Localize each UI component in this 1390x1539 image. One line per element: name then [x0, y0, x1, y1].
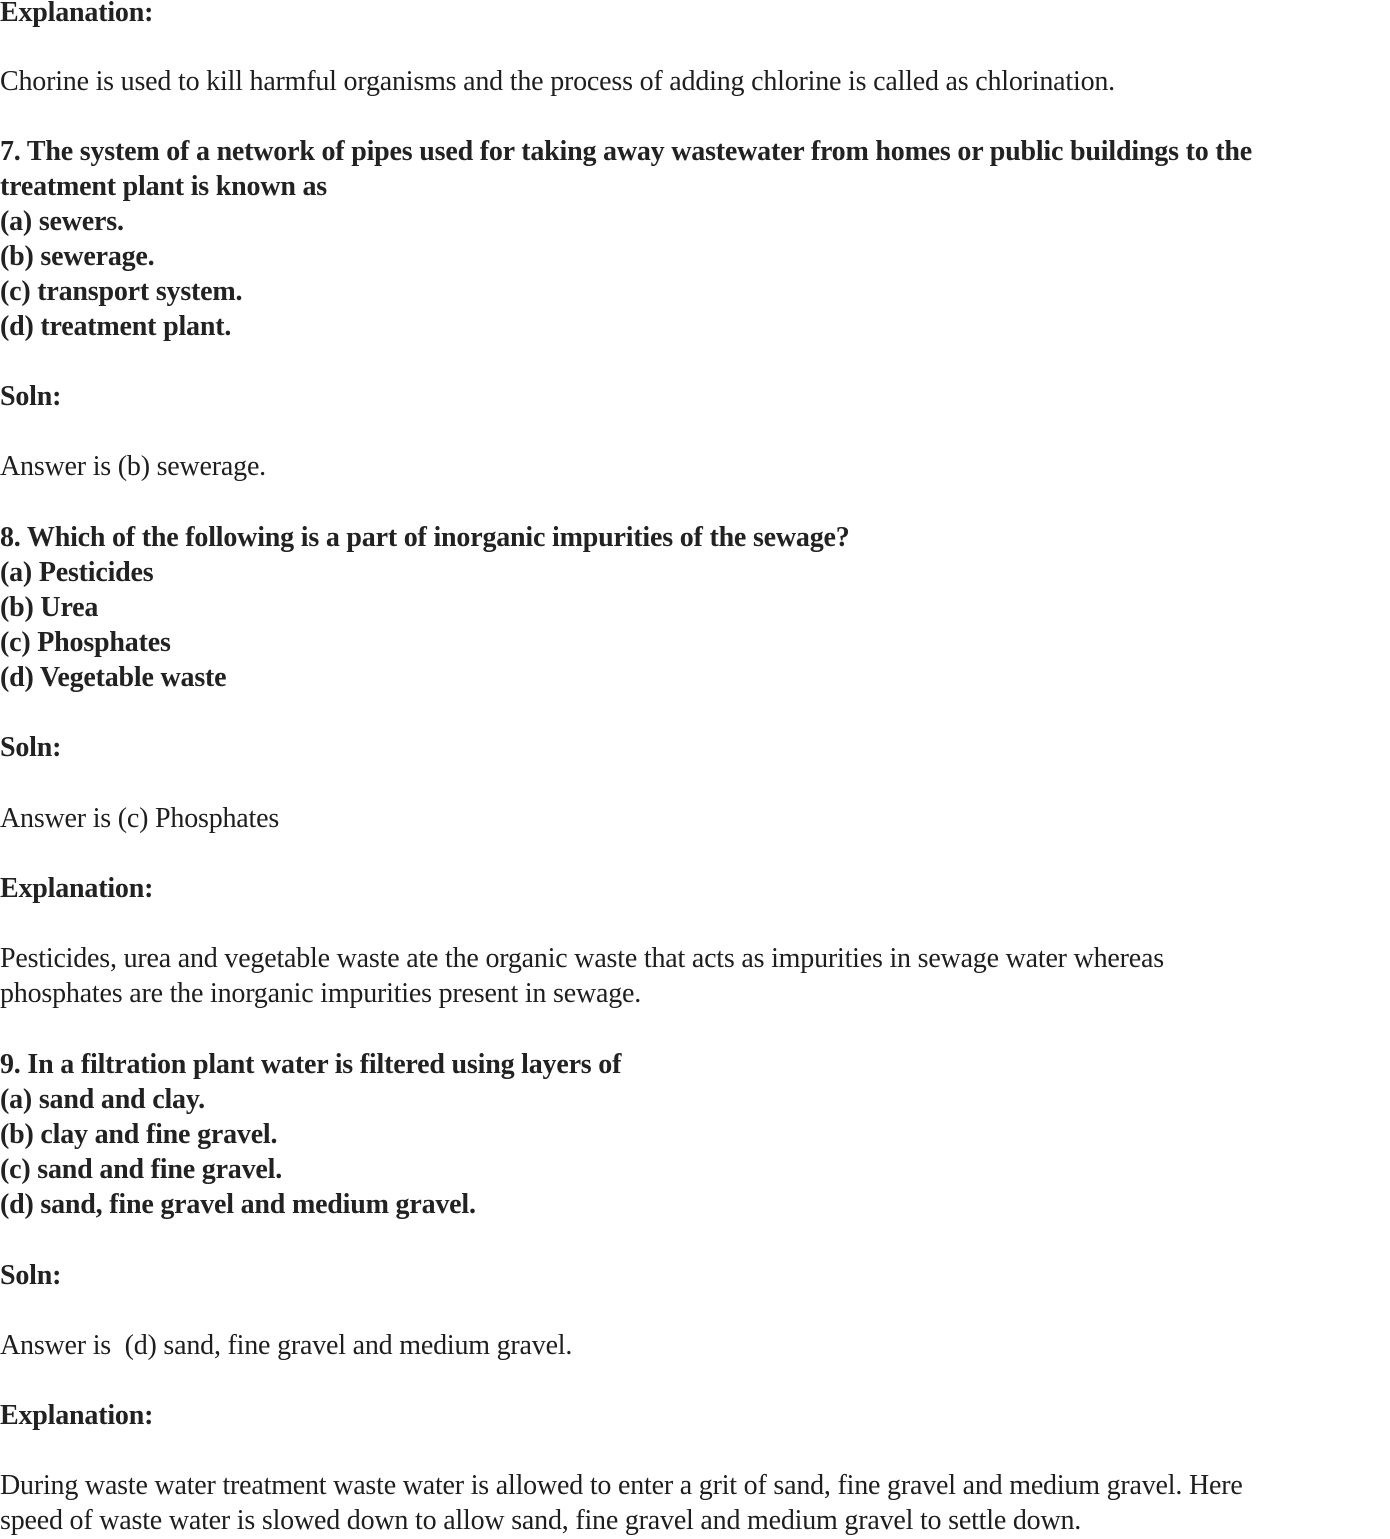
explanation-text-9-line-1: During waste water treatment waste water is allowed to enter a grit of sand, fine gravel and medium gravel. Here	[0, 1470, 1243, 1501]
question-9: 9. In a filtration plant water is filtered using layers of	[0, 1049, 622, 1080]
answer-7: Answer is (b) sewerage.	[0, 451, 266, 482]
solution-heading-8: Soln:	[0, 732, 62, 763]
explanation-text-8-line-1: Pesticides, urea and vegetable waste ate the organic waste that acts as impurities in sewage water whereas	[0, 943, 1164, 974]
question-9-option-b: (b) clay and fine gravel.	[0, 1119, 278, 1150]
explanation-heading-1: Explanation:	[0, 0, 154, 28]
solution-heading-9: Soln:	[0, 1260, 62, 1291]
explanation-heading-9: Explanation:	[0, 1400, 154, 1431]
solution-heading-7: Soln:	[0, 381, 62, 412]
question-7-option-d: (d) treatment plant.	[0, 311, 232, 342]
question-7-option-b: (b) sewerage.	[0, 241, 155, 272]
question-8-option-a: (a) Pesticides	[0, 557, 154, 588]
question-9-option-d: (d) sand, fine gravel and medium gravel.	[0, 1189, 476, 1220]
answer-8: Answer is (c) Phosphates	[0, 803, 280, 834]
question-8-option-d: (d) Vegetable waste	[0, 662, 227, 693]
question-8-option-c: (c) Phosphates	[0, 627, 171, 658]
question-9-option-c: (c) sand and fine gravel.	[0, 1154, 283, 1185]
question-7-option-c: (c) transport system.	[0, 276, 243, 307]
answer-9: Answer is (d) sand, fine gravel and medium gravel.	[0, 1330, 573, 1361]
explanation-text-9-line-2: speed of waste water is slowed down to allow sand, fine gravel and medium gravel to settle down.	[0, 1505, 1082, 1536]
question-7-line-1: 7. The system of a network of pipes used for taking away wastewater from homes or public buildings to the	[0, 136, 1253, 167]
explanation-text-1: Chorine is used to kill harmful organisms and the process of adding chlorine is called as chlorination.	[0, 66, 1115, 97]
explanation-text-8-line-2: phosphates are the inorganic impurities present in sewage.	[0, 978, 642, 1009]
explanation-heading-8: Explanation:	[0, 873, 154, 904]
question-8-option-b: (b) Urea	[0, 592, 99, 623]
question-9-option-a: (a) sand and clay.	[0, 1084, 205, 1115]
question-7-line-2: treatment plant is known as	[0, 171, 328, 202]
question-7-option-a: (a) sewers.	[0, 206, 124, 237]
question-8: 8. Which of the following is a part of inorganic impurities of the sewage?	[0, 522, 850, 553]
